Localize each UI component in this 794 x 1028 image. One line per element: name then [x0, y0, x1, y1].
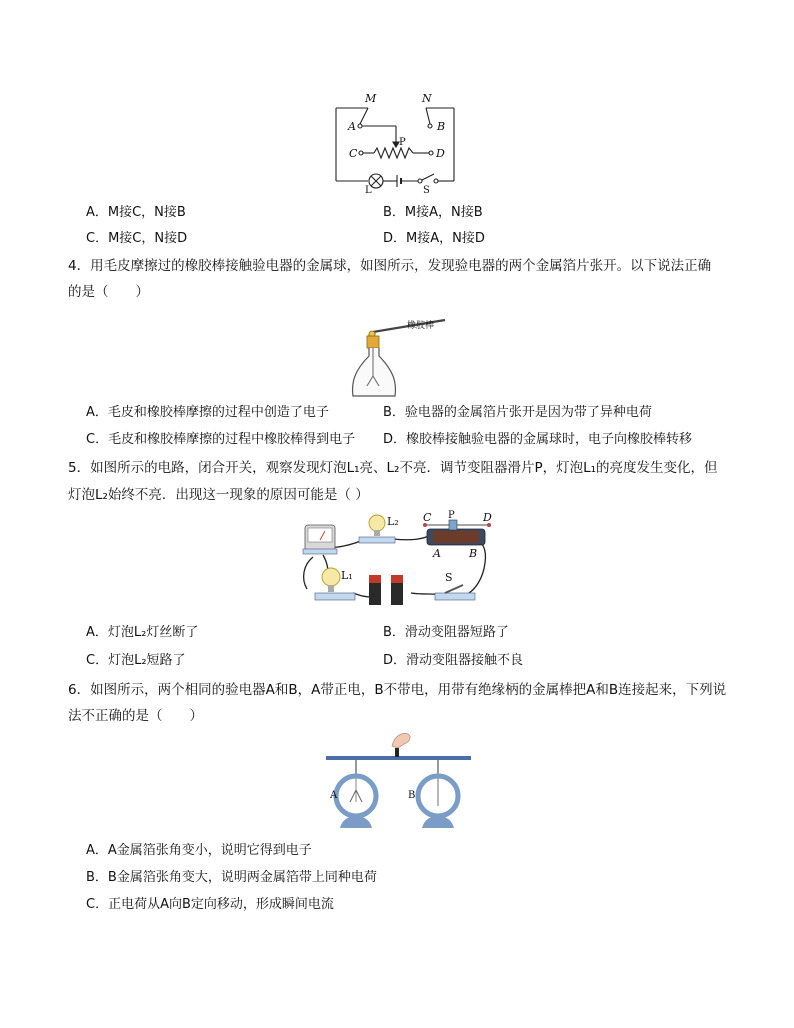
q6-option-b[interactable]: B．B金属箔张角变大，说明两金属箔带上同种电荷 — [86, 870, 377, 885]
q3-option-a[interactable]: A．M接C，N接B — [86, 205, 186, 220]
q5-option-a[interactable]: A．灯泡L₂灯丝断了 — [86, 625, 199, 640]
q4-option-c[interactable]: C．毛皮和橡胶棒摩擦的过程中橡胶棒得到电子 — [86, 432, 356, 447]
q5-label-D: D — [483, 511, 492, 524]
q4-electroscope-figure — [345, 312, 460, 400]
q3-circuit-figure — [330, 90, 460, 195]
q5-label-L1: L₁ — [341, 569, 353, 582]
q5-option-d[interactable]: D．滑动变阻器接触不良 — [383, 653, 524, 668]
q3-label-D: D — [436, 147, 445, 160]
q4-stem-line1: 4．用毛皮摩擦过的橡胶棒接触验电器的金属球，如图所示，发现验电器的两个金属箔片张开。以下说法正确 — [68, 258, 712, 274]
q3-label-B: B — [437, 120, 446, 133]
q5-option-c[interactable]: C．灯泡L₂短路了 — [86, 653, 186, 668]
q5-label-A: A — [433, 547, 441, 560]
q3-label-S: S — [423, 185, 430, 195]
q3-option-c[interactable]: C．M接C，N接D — [86, 231, 188, 246]
q4-option-a[interactable]: A．毛皮和橡胶棒摩擦的过程中创造了电子 — [86, 405, 329, 420]
q5-stem-line1: 5．如图所示的电路，闭合开关，观察发现灯泡L₁亮、L₂不亮．调节变阻器滑片P，灯泡L₁的亮度发生变化，但 — [68, 460, 718, 476]
q3-label-N: N — [422, 92, 432, 105]
q5-label-S: S — [445, 571, 453, 584]
q6-stem-line2: 法不正确的是（ ） — [68, 708, 203, 724]
q6-label-B: B — [408, 790, 416, 801]
q4-option-b[interactable]: B．验电器的金属箔片张开是因为带了异种电荷 — [383, 405, 652, 420]
q3-label-A: A — [348, 120, 356, 133]
q3-label-M: M — [365, 92, 377, 105]
q4-stem-line2: 的是（ ） — [68, 284, 149, 300]
q5-stem-line2: 灯泡L₂始终不亮．出现这一现象的原因可能是（ ） — [68, 487, 369, 503]
q3-option-d[interactable]: D．M接A，N接D — [383, 231, 485, 246]
q6-electroscopes-figure — [326, 730, 471, 830]
q6-option-a[interactable]: A．A金属箔张角变小，说明它得到电子 — [86, 843, 312, 858]
q3-label-P: P — [399, 137, 406, 148]
q5-label-L2: L₂ — [387, 515, 399, 528]
q5-option-b[interactable]: B．滑动变阻器短路了 — [383, 625, 509, 640]
q5-label-P: P — [448, 510, 455, 521]
q4-option-d[interactable]: D．橡胶棒接触验电器的金属球时，电子向橡胶棒转移 — [383, 432, 693, 447]
q4-rod-label: 橡胶棒 — [407, 321, 435, 331]
q3-label-L: L — [365, 185, 372, 195]
q3-label-C: C — [349, 147, 358, 160]
q6-stem-line1: 6．如图所示，两个相同的验电器A和B，A带正电，B不带电，用带有绝缘柄的金属棒把A和B连接起来，下列说 — [68, 682, 727, 698]
q5-label-C: C — [423, 511, 432, 524]
q6-label-A: A — [330, 790, 338, 801]
q6-option-c[interactable]: C．正电荷从A向B定向移动，形成瞬间电流 — [86, 897, 334, 912]
q3-option-b[interactable]: B．M接A，N接B — [383, 205, 483, 220]
q5-circuit-figure — [293, 509, 503, 613]
q5-label-B: B — [469, 547, 478, 560]
